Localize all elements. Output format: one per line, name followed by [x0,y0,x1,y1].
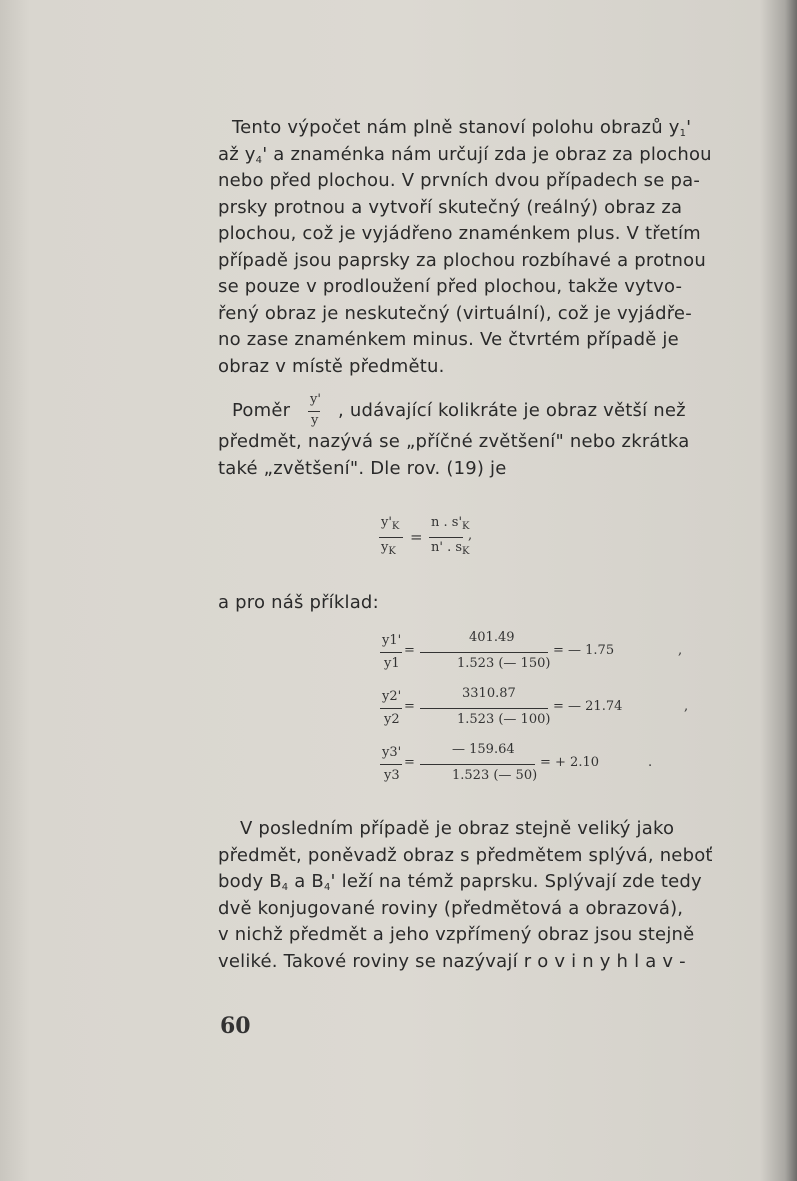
eq1-den: y1 [384,656,400,671]
eq1-rden: 1.523 (— 150) [457,656,551,671]
p2-frac-den: y [311,413,319,428]
eq1-rnum: 401.49 [469,630,515,645]
eq3-bar-right [420,764,535,765]
p1-line-2: až $y_4'$ a znaménka nám určují zda je obraz za plochou [218,144,712,166]
p3-line-5: v nichž předmět a jeho vzpřímený obraz jsou stejně [218,924,695,945]
p3-line-1: V posledním případě je obraz stejně veliký jako [240,818,675,839]
eq3-bar-left [380,764,402,765]
eq2-tail: , [684,699,689,714]
fg-num-left: $y'_K$ [381,515,400,532]
p1-line-5: plochou, což je vyjádřeno znaménkem plus. V třetím [218,223,701,244]
eq1-bar-right [420,652,548,653]
fg-num-right: n . $s'_K$ [431,515,470,532]
p1-line-9: no zase znaménkem minus. Ve čtvrtém případě je [218,329,679,350]
fg-bar-left [379,537,403,538]
eq2-rnum: 3310.87 [462,686,516,701]
eq2-rden: 1.523 (— 100) [457,712,551,727]
fg-comma: , [468,528,473,543]
eq2-bar-right [420,708,548,709]
eq3-result: = + 2.10 [540,755,599,770]
eq1-tail: , [678,643,683,658]
eq2-den: y2 [384,712,400,727]
p3-line-3: body $B_4$ a $B_4'$ leží na témž paprsku. Splývají zde tedy [218,871,702,893]
eq2-bar-left [380,708,402,709]
p1-line-6: případě jsou paprsky za plochou rozbíhavé a protnou [218,250,706,271]
eq1-num: y1' [382,633,402,648]
eq3-num: y3' [382,745,402,760]
eq1-result: = — 1.75 [553,643,615,658]
eq2-result: = — 21.74 [553,699,623,714]
eq3-eq: = [404,755,415,770]
eq3-den: y3 [384,768,400,783]
p1-line-10: obraz v místě předmětu. [218,356,445,377]
p3-line-2: předmět, poněvadž obraz s předmětem splývá, neboť [218,845,713,866]
p2-frac-num: y' [310,392,321,407]
p1-line-8: řený obraz je neskutečný (virtuální), což je vyjádře- [218,303,692,324]
page-number: 60 [220,1013,251,1039]
p1-line-1: Tento výpočet nám plně stanoví polohu obrazů $y_1'$ [232,117,692,139]
p2-line-1-rest: , udávající kolikráte je obraz větší než [338,400,686,421]
p3-line-6: veliké. Takové roviny se nazývají r o v i n y h l a v - [218,951,686,972]
eq2-num: y2' [382,689,402,704]
eq3-rden: 1.523 (— 50) [452,768,538,783]
example-label: a pro náš příklad: [218,592,379,613]
fg-bar-right [429,537,463,538]
p1-line-4: prsky protnou a vytvoří skutečný (reálný) obraz za [218,197,683,218]
fg-den-right: n' . $s_K$ [431,540,470,557]
eq3-rnum: — 159.64 [452,742,515,757]
p1-line-7: se pouze v prodloužení před plochou, takže vytvo- [218,276,683,297]
eq1-eq: = [404,643,415,658]
fg-den-left: $y_K$ [381,540,396,557]
p2-lead: Poměr [232,400,291,421]
p1-line-3: nebo před plochou. V prvních dvou případech se pa- [218,170,701,191]
p2-line-3: také „zvětšení". Dle rov. (19) je [218,458,507,479]
p2-line-2: předmět, nazývá se „příčné zvětšení" nebo zkrátka [218,431,690,452]
p3-line-4: dvě konjugované roviny (předmětová a obrazová), [218,898,684,919]
fg-equals: = [410,528,423,546]
eq1-bar-left [380,652,402,653]
eq3-tail: . [648,755,653,770]
p2-frac-bar [308,411,320,412]
eq2-eq: = [404,699,415,714]
